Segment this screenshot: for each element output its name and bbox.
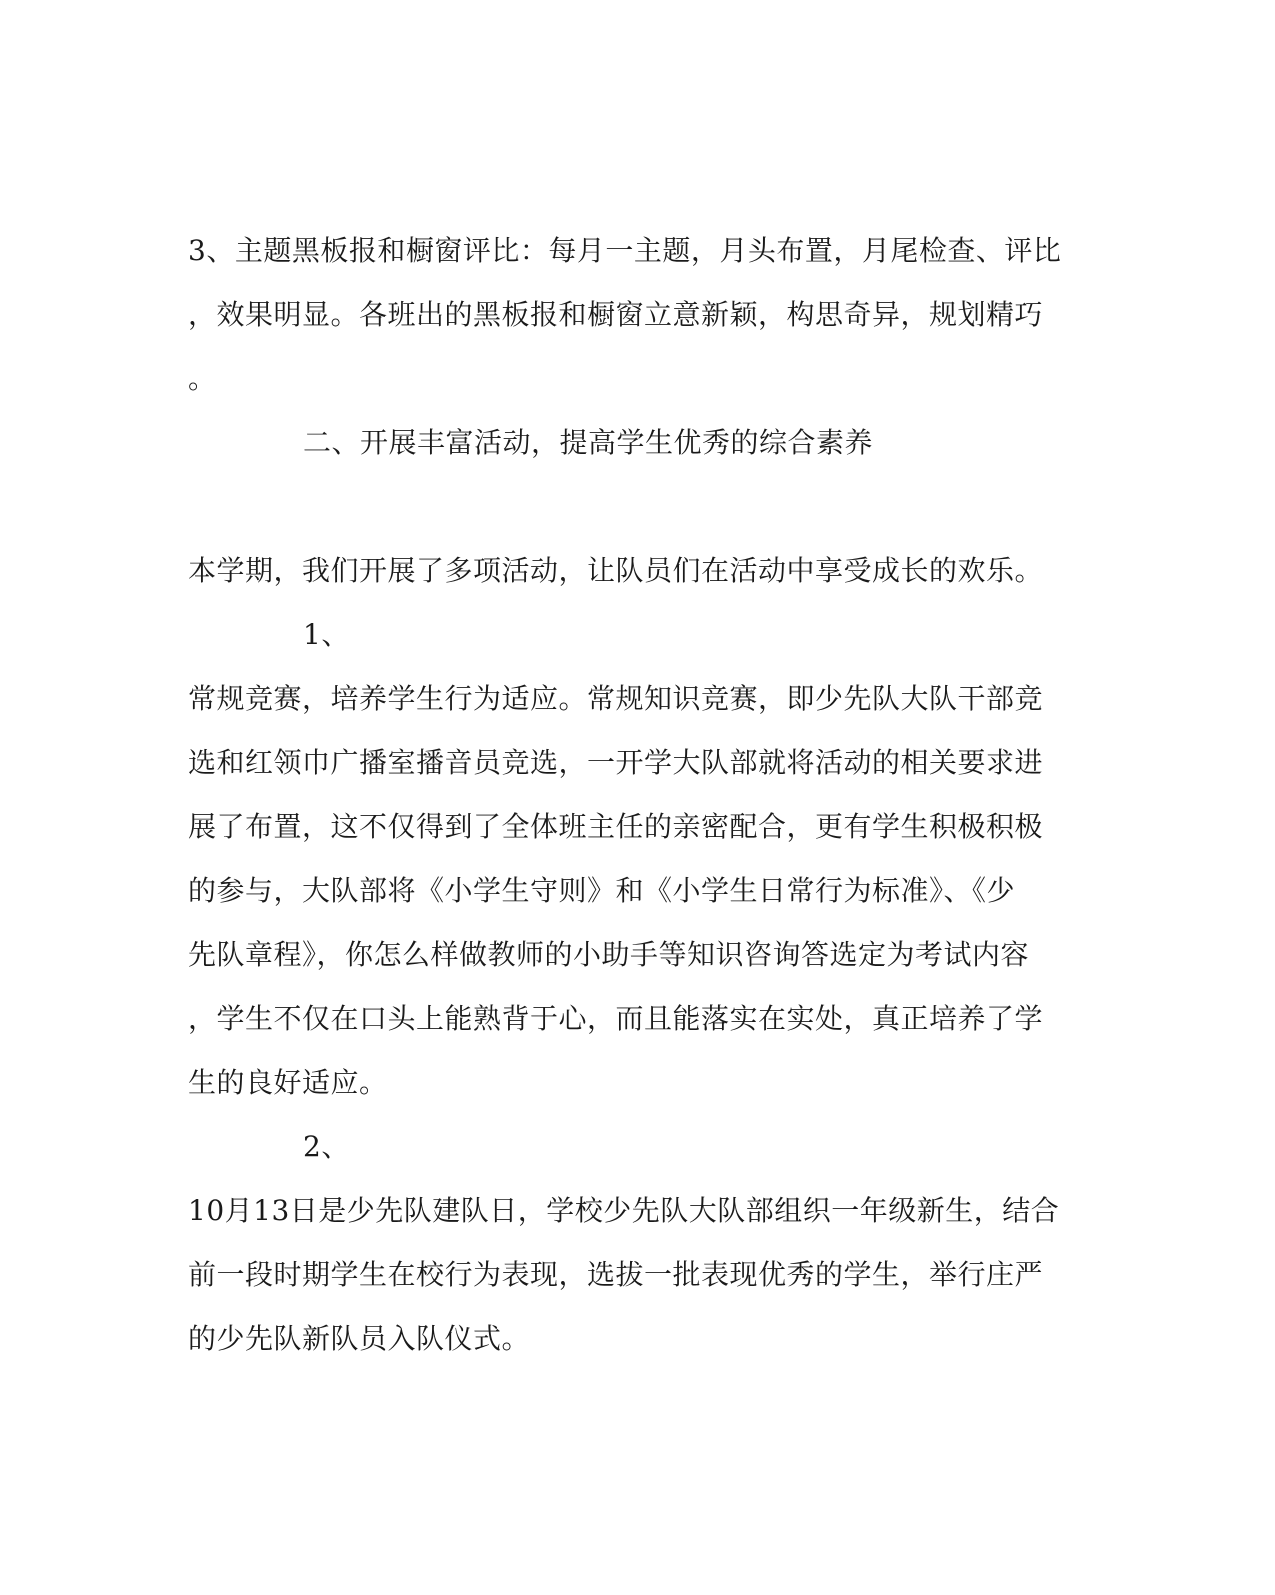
paragraph-line: ，效果明显。各班出的黑板报和橱窗立意新颖，构思奇异，规划精巧 <box>188 298 1044 331</box>
paragraph-line: 。 <box>188 362 217 395</box>
paragraph-line: 先队章程》，你怎么样做教师的小助手等知识咨询答选定为考试内容 <box>188 938 1030 971</box>
paragraph-line: ，学生不仅在口头上能熟背于心，而且能落实在实处，真正培养了学 <box>188 1002 1044 1035</box>
paragraph-line: 10月13日是少先队建队日，学校少先队大队部组织一年级新生，结合 <box>188 1194 1060 1227</box>
paragraph-line: 常规竞赛，培养学生行为适应。常规知识竞赛，即少先队大队干部竞 <box>188 682 1044 715</box>
section-heading: 二、开展丰富活动，提高学生优秀的综合素养 <box>303 426 874 459</box>
paragraph-line: 本学期，我们开展了多项活动，让队员们在活动中享受成长的欢乐。 <box>188 554 1044 587</box>
paragraph-line: 前一段时期学生在校行为表现，选拔一批表现优秀的学生，举行庄严 <box>188 1258 1044 1291</box>
paragraph-line: 的少先队新队员入队仪式。 <box>188 1322 531 1355</box>
list-number: 1、 <box>303 618 350 651</box>
list-number: 2、 <box>303 1130 350 1163</box>
paragraph-line: 选和红领巾广播室播音员竞选，一开学大队部就将活动的相关要求进 <box>188 746 1044 779</box>
paragraph-line: 生的良好适应。 <box>188 1066 388 1099</box>
paragraph-line: 3、主题黑板报和橱窗评比：每月一主题，月头布置，月尾检查、评比 <box>188 234 1062 267</box>
paragraph-line: 的参与，大队部将《小学生守则》和《小学生日常行为标准》、《少 <box>188 874 1016 907</box>
paragraph-line: 展了布置，这不仅得到了全体班主任的亲密配合，更有学生积极积极 <box>188 810 1044 843</box>
